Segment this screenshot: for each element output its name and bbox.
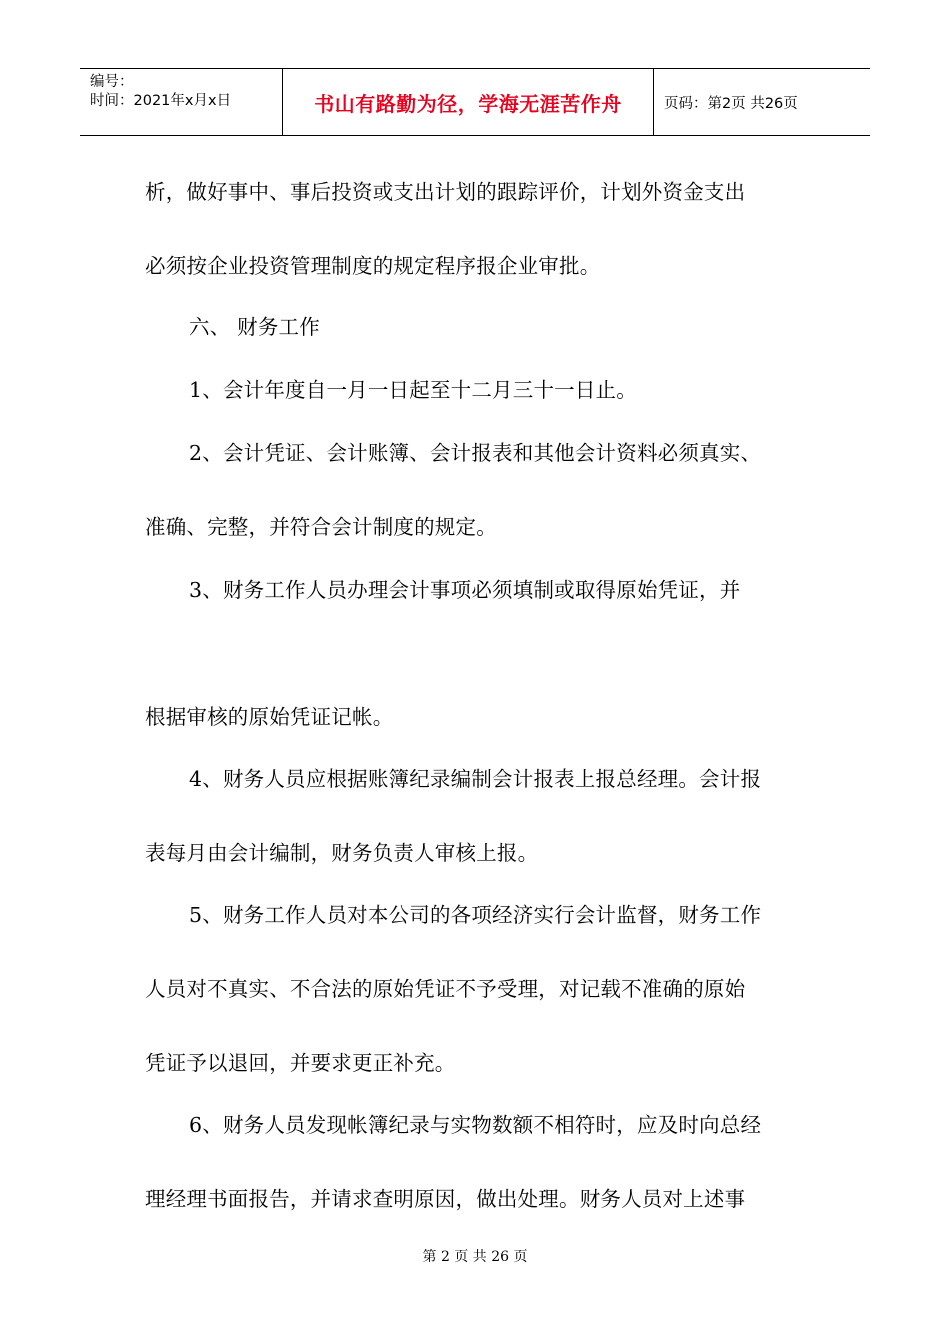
body-line: 3、财务工作人员办理会计事项必须填制或取得原始凭证，并 xyxy=(189,578,741,602)
document-number-label: 编号： xyxy=(90,74,134,90)
body-line: 表每月由会计编制，财务负责人审核上报。 xyxy=(145,841,539,865)
header-meta xyxy=(80,69,282,135)
header-motto: 书山有路勤为径，学海无涯苦作舟 xyxy=(314,91,622,116)
body-line: 2、会计凭证、会计账簿、会计报表和其他会计资料必须真实、 xyxy=(189,441,762,465)
header-motto-cell xyxy=(282,69,654,135)
header-page-info: 页码：第2页 共26页 xyxy=(664,95,798,112)
body-line: 必须按企业投资管理制度的规定程序报企业审批。 xyxy=(145,254,601,278)
body-line: 4、财务人员应根据账簿纪录编制会计报表上报总经理。会计报 xyxy=(189,767,762,791)
body-line: 根据审核的原始凭证记帐。 xyxy=(145,705,394,729)
body-line: 析，做好事中、事后投资或支出计划的跟踪评价，计划外资金支出 xyxy=(145,180,746,204)
body-line: 人员对不真实、不合法的原始凭证不予受理，对记载不准确的原始 xyxy=(145,977,746,1001)
page-footer: 第 2 页 共 26 页 xyxy=(422,1249,528,1265)
body-line: 准确、完整，并符合会计制度的规定。 xyxy=(145,515,497,539)
body-line: 理经理书面报告，并请求查明原因，做出处理。财务人员对上述事 xyxy=(145,1187,746,1211)
body-line: 5、财务工作人员对本公司的各项经济实行会计监督，财务工作 xyxy=(189,903,762,927)
body-line: 凭证予以退回，并要求更正补充。 xyxy=(145,1051,456,1075)
section-heading: 六、 财务工作 xyxy=(189,315,320,339)
page-header xyxy=(80,68,870,136)
document-date-label: 时间：2021年x月x日 xyxy=(90,93,232,109)
body-line: 1、会计年度自一月一日起至十二月三十一日止。 xyxy=(189,378,637,402)
header-page-info-cell xyxy=(654,69,870,135)
body-line: 6、财务人员发现帐簿纪录与实物数额不相符时，应及时向总经 xyxy=(189,1113,762,1137)
